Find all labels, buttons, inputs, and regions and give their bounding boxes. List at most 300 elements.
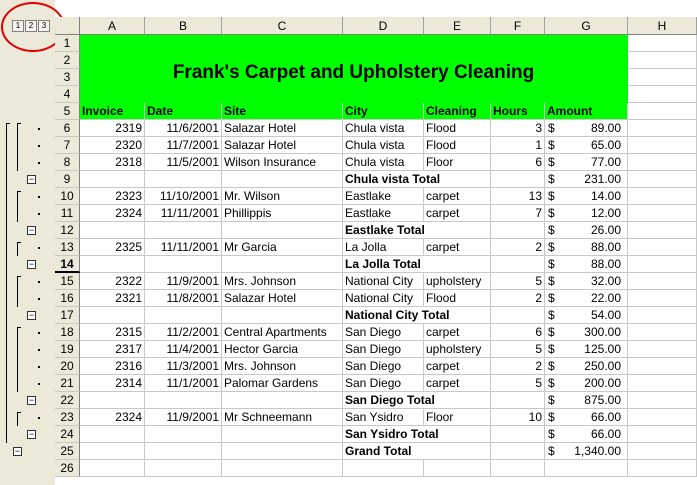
cell-e20[interactable]: carpet: [424, 358, 491, 375]
cell-c8[interactable]: Wilson Insurance: [222, 154, 343, 171]
cell-f24[interactable]: [491, 426, 545, 443]
amount-value: 125.00: [584, 342, 621, 356]
cell-h18[interactable]: [628, 324, 697, 341]
outline-bracket-line: [17, 412, 18, 426]
column-header-c[interactable]: C: [222, 17, 343, 35]
cell-f11[interactable]: 7: [491, 205, 545, 222]
cell-g8[interactable]: [545, 154, 628, 171]
outline-bracket-line: [17, 242, 18, 256]
cell-h8[interactable]: [628, 154, 697, 171]
cell-g21[interactable]: [545, 375, 628, 392]
cell-d24[interactable]: San Ysidro Total: [345, 427, 439, 441]
cell-f9[interactable]: [491, 171, 545, 188]
outline-detail-dot: [38, 383, 40, 385]
cell-h3[interactable]: [628, 69, 697, 86]
cell-b26[interactable]: [145, 460, 222, 477]
cell-c14[interactable]: [222, 256, 343, 273]
row-header[interactable]: 8: [55, 154, 80, 171]
cell-g6[interactable]: [545, 120, 628, 137]
row-header[interactable]: 17: [55, 307, 80, 324]
cell-a4[interactable]: [80, 86, 145, 103]
outline-level-1-button[interactable]: 1: [12, 20, 24, 32]
cell-g25[interactable]: [545, 443, 628, 460]
cell-c21[interactable]: Palomar Gardens: [222, 375, 343, 392]
collapse-group-button[interactable]: −: [28, 429, 35, 439]
cell-g14[interactable]: [545, 256, 628, 273]
cell-f23[interactable]: 10: [491, 409, 545, 426]
cell-a13[interactable]: 2325: [80, 239, 145, 256]
cell-h26[interactable]: [628, 460, 697, 477]
table-row: [80, 307, 697, 324]
table-row: [80, 290, 697, 307]
cell-f15[interactable]: 5: [491, 273, 545, 290]
cell-d20[interactable]: San Diego: [343, 358, 424, 375]
cell-g9[interactable]: [545, 171, 628, 188]
cell-d19[interactable]: San Diego: [343, 341, 424, 358]
cell-f26[interactable]: [491, 460, 545, 477]
outline-detail-dot: [38, 247, 40, 249]
cell-c5[interactable]: Site: [222, 103, 343, 120]
outline-detail-dot: [38, 366, 40, 368]
cell-h4[interactable]: [628, 86, 697, 103]
cell-a18[interactable]: 2315: [80, 324, 145, 341]
sheet-title: Frank's Carpet and Upholstery Cleaning: [80, 35, 627, 86]
cell-b22[interactable]: [145, 392, 222, 409]
cell-b12[interactable]: [145, 222, 222, 239]
cell-d23[interactable]: San Ysidro: [343, 409, 424, 426]
row-header[interactable]: 23: [55, 409, 80, 426]
cell-e17[interactable]: [424, 307, 491, 324]
cell-a6[interactable]: 2319: [80, 120, 145, 137]
cell-e22[interactable]: [424, 392, 491, 409]
cell-h5[interactable]: [628, 103, 697, 120]
cell-d22[interactable]: San Diego Total: [345, 393, 435, 407]
cell-g22[interactable]: [545, 392, 628, 409]
currency-symbol: $: [548, 308, 555, 322]
row-header[interactable]: 2: [55, 52, 80, 69]
cell-b16[interactable]: 11/8/2001: [145, 290, 222, 307]
table-row: [80, 324, 697, 341]
outline-bracket-line: [17, 327, 18, 392]
column-header-d[interactable]: D: [343, 17, 424, 35]
cell-e18[interactable]: carpet: [424, 324, 491, 341]
cell-g16[interactable]: [545, 290, 628, 307]
cell-h9[interactable]: [628, 171, 697, 188]
cell-h12[interactable]: [628, 222, 697, 239]
cell-d18[interactable]: San Diego: [343, 324, 424, 341]
row-header[interactable]: 1: [55, 35, 80, 52]
outline-bracket-cap: [17, 123, 21, 124]
cell-d13[interactable]: La Jolla: [343, 239, 424, 256]
cell-e25[interactable]: [424, 443, 491, 460]
amount-value: 65.00: [590, 138, 621, 152]
table-row: [80, 341, 697, 358]
cell-b24[interactable]: [145, 426, 222, 443]
cell-a10[interactable]: 2323: [80, 188, 145, 205]
cell-d14[interactable]: La Jolla Total: [343, 256, 424, 273]
cell-h23[interactable]: [628, 409, 697, 426]
outline-pane: [0, 0, 55, 485]
cell-e24[interactable]: [424, 426, 491, 443]
row-header[interactable]: 3: [55, 69, 80, 86]
cell-b7[interactable]: 11/7/2001: [145, 137, 222, 154]
cell-a14[interactable]: [80, 256, 145, 273]
collapse-group-button[interactable]: −: [14, 446, 21, 456]
table-row: [80, 137, 697, 154]
cell-d5[interactable]: City: [343, 103, 424, 120]
cell-f13[interactable]: 2: [491, 239, 545, 256]
table-row: [80, 256, 697, 273]
table-row: [80, 426, 697, 443]
cell-e7[interactable]: Flood: [424, 137, 491, 154]
table-row: [80, 273, 697, 290]
row-header[interactable]: 15: [55, 273, 80, 290]
cell-h2[interactable]: [628, 52, 697, 69]
cell-f8[interactable]: 6: [491, 154, 545, 171]
cell-a15[interactable]: 2322: [80, 273, 145, 290]
cell-a23[interactable]: 2324: [80, 409, 145, 426]
cell-h25[interactable]: [628, 443, 697, 460]
collapse-group-button[interactable]: −: [28, 259, 35, 269]
cell-c13[interactable]: Mr Garcia: [222, 239, 343, 256]
cell-f7[interactable]: 1: [491, 137, 545, 154]
cell-b15[interactable]: 11/9/2001: [145, 273, 222, 290]
amount-value: 66.00: [590, 410, 621, 424]
cell-c4[interactable]: [222, 86, 343, 103]
cell-d6[interactable]: Chula vista: [343, 120, 424, 137]
cell-h24[interactable]: [628, 426, 697, 443]
cell-a12[interactable]: [80, 222, 145, 239]
table-row: [80, 120, 697, 137]
cell-a16[interactable]: 2321: [80, 290, 145, 307]
row-header[interactable]: 26: [55, 460, 80, 477]
cell-b20[interactable]: 11/3/2001: [145, 358, 222, 375]
cell-c22[interactable]: [222, 392, 343, 409]
cell-f22[interactable]: [491, 392, 545, 409]
table-row: [80, 171, 697, 188]
cell-e15[interactable]: upholstery: [424, 273, 491, 290]
cell-h10[interactable]: [628, 188, 697, 205]
row-header[interactable]: 24: [55, 426, 80, 443]
outline-detail-dot: [38, 349, 40, 351]
cell-h6[interactable]: [628, 120, 697, 137]
outline-bracket-cap: [17, 242, 21, 243]
amount-value: 14.00: [590, 189, 621, 203]
collapse-group-button[interactable]: −: [28, 310, 35, 320]
row-header[interactable]: 12: [55, 222, 80, 239]
currency-symbol: $: [548, 155, 555, 169]
cell-h1[interactable]: [628, 35, 697, 52]
outline-detail-dot: [38, 298, 40, 300]
cell-f6[interactable]: 3: [491, 120, 545, 137]
cell-e14[interactable]: [424, 256, 491, 273]
cell-f18[interactable]: 6: [491, 324, 545, 341]
cell-a5[interactable]: Invoice: [80, 103, 145, 120]
amount-value: 89.00: [590, 121, 621, 135]
amount-value: 88.00: [590, 257, 621, 271]
row-header[interactable]: 25: [55, 443, 80, 460]
cell-b18[interactable]: 11/2/2001: [145, 324, 222, 341]
column-header-h[interactable]: H: [628, 17, 697, 35]
outline-detail-dot: [38, 128, 40, 130]
cell-a17[interactable]: [80, 307, 145, 324]
outline-level-2-button[interactable]: 2: [25, 20, 37, 32]
cell-e21[interactable]: carpet: [424, 375, 491, 392]
cell-g13[interactable]: [545, 239, 628, 256]
cell-e16[interactable]: Flood: [424, 290, 491, 307]
cell-g18[interactable]: [545, 324, 628, 341]
cell-b6[interactable]: 11/6/2001: [145, 120, 222, 137]
cell-b21[interactable]: 11/1/2001: [145, 375, 222, 392]
cell-e5[interactable]: Cleaning: [424, 103, 491, 120]
amount-value: 22.00: [590, 291, 621, 305]
cell-h7[interactable]: [628, 137, 697, 154]
cell-e8[interactable]: Floor: [424, 154, 491, 171]
table-row: [80, 358, 697, 375]
cell-e12[interactable]: [424, 222, 491, 239]
cell-a8[interactable]: 2318: [80, 154, 145, 171]
cell-a24[interactable]: [80, 426, 145, 443]
amount-value: 1,340.00: [574, 444, 621, 458]
cell-f20[interactable]: 2: [491, 358, 545, 375]
cell-b23[interactable]: 11/9/2001: [145, 409, 222, 426]
cell-c7[interactable]: Salazar Hotel: [222, 137, 343, 154]
currency-symbol: $: [548, 189, 555, 203]
cell-h21[interactable]: [628, 375, 697, 392]
cell-g5[interactable]: Amount: [545, 103, 628, 120]
cell-b11[interactable]: 11/11/2001: [145, 205, 222, 222]
cell-g20[interactable]: [545, 358, 628, 375]
cell-b19[interactable]: 11/4/2001: [145, 341, 222, 358]
cell-c19[interactable]: Hector Garcia: [222, 341, 343, 358]
cell-e19[interactable]: upholstery: [424, 341, 491, 358]
amount-value: 300.00: [584, 325, 621, 339]
row-header[interactable]: 13: [55, 239, 80, 256]
currency-symbol: $: [548, 138, 555, 152]
row-header[interactable]: 7: [55, 137, 80, 154]
currency-symbol: $: [548, 427, 555, 441]
outline-bracket-line: [17, 191, 18, 222]
row-header[interactable]: 18: [55, 324, 80, 341]
cell-e6[interactable]: Flood: [424, 120, 491, 137]
cell-g24[interactable]: [545, 426, 628, 443]
cell-h13[interactable]: [628, 239, 697, 256]
outline-detail-dot: [38, 162, 40, 164]
collapse-group-button[interactable]: −: [28, 174, 35, 184]
cell-g17[interactable]: [545, 307, 628, 324]
column-header-b[interactable]: B: [145, 17, 222, 35]
cell-b10[interactable]: 11/10/2001: [145, 188, 222, 205]
collapse-group-button[interactable]: −: [28, 225, 35, 235]
cell-b17[interactable]: [145, 307, 222, 324]
cell-e9[interactable]: [424, 171, 491, 188]
cell-a19[interactable]: 2317: [80, 341, 145, 358]
row-header[interactable]: 5: [55, 103, 80, 120]
cell-c16[interactable]: Salazar Hotel: [222, 290, 343, 307]
amount-value: 200.00: [584, 376, 621, 390]
currency-symbol: $: [548, 121, 555, 135]
cell-c15[interactable]: Mrs. Johnson: [222, 273, 343, 290]
cell-h15[interactable]: [628, 273, 697, 290]
table-row: [80, 205, 697, 222]
cell-d8[interactable]: Chula vista: [343, 154, 424, 171]
cell-g23[interactable]: [545, 409, 628, 426]
cell-b8[interactable]: 11/5/2001: [145, 154, 222, 171]
cell-a7[interactable]: 2320: [80, 137, 145, 154]
cell-e11[interactable]: carpet: [424, 205, 491, 222]
cell-f10[interactable]: 13: [491, 188, 545, 205]
cell-c24[interactable]: [222, 426, 343, 443]
cell-c10[interactable]: Mr. Wilson: [222, 188, 343, 205]
cell-g12[interactable]: [545, 222, 628, 239]
cell-a11[interactable]: 2324: [80, 205, 145, 222]
amount-value: 66.00: [590, 427, 621, 441]
collapse-group-button[interactable]: −: [28, 395, 35, 405]
row-header[interactable]: 6: [55, 120, 80, 137]
cell-d4[interactable]: [343, 86, 424, 103]
cell-a21[interactable]: 2314: [80, 375, 145, 392]
row-header[interactable]: 9: [55, 171, 80, 188]
cell-c26[interactable]: [222, 460, 343, 477]
cell-b25[interactable]: [145, 443, 222, 460]
row-header[interactable]: 19: [55, 341, 80, 358]
cell-d17[interactable]: National City Total: [345, 308, 450, 322]
cell-g26[interactable]: [545, 460, 628, 477]
cell-e10[interactable]: carpet: [424, 188, 491, 205]
cell-b13[interactable]: 11/11/2001: [145, 239, 222, 256]
cell-f21[interactable]: 5: [491, 375, 545, 392]
cell-a22[interactable]: [80, 392, 145, 409]
cell-c23[interactable]: Mr Schneemann: [222, 409, 343, 426]
outline-detail-dot: [38, 213, 40, 215]
cell-g15[interactable]: [545, 273, 628, 290]
cell-g10[interactable]: [545, 188, 628, 205]
cell-b4[interactable]: [145, 86, 222, 103]
outline-bracket-cap: [6, 123, 10, 124]
cell-d16[interactable]: National City: [343, 290, 424, 307]
cell-c11[interactable]: Phillippis: [222, 205, 343, 222]
cell-h16[interactable]: [628, 290, 697, 307]
cell-h17[interactable]: [628, 307, 697, 324]
outline-bracket-cap: [17, 276, 21, 277]
cell-g11[interactable]: [545, 205, 628, 222]
currency-symbol: $: [548, 257, 555, 271]
outline-bracket-cap: [17, 191, 21, 192]
cell-d25[interactable]: Grand Total: [343, 443, 424, 460]
row-header[interactable]: 4: [55, 86, 80, 103]
cell-f17[interactable]: [491, 307, 545, 324]
column-header-a[interactable]: A: [80, 17, 145, 35]
currency-symbol: $: [548, 342, 555, 356]
row-header[interactable]: 22: [55, 392, 80, 409]
outline-bracket-cap: [17, 412, 21, 413]
cell-c17[interactable]: [222, 307, 343, 324]
cell-d21[interactable]: San Diego: [343, 375, 424, 392]
cell-b14[interactable]: [145, 256, 222, 273]
cell-h14[interactable]: [628, 256, 697, 273]
cell-a9[interactable]: [80, 171, 145, 188]
row-header[interactable]: 21: [55, 375, 80, 392]
currency-symbol: $: [548, 291, 555, 305]
cell-c12[interactable]: [222, 222, 343, 239]
amount-value: 875.00: [584, 393, 621, 407]
cell-a20[interactable]: 2316: [80, 358, 145, 375]
cell-f12[interactable]: [491, 222, 545, 239]
cell-d7[interactable]: Chula vista: [343, 137, 424, 154]
outline-bracket-line: [17, 276, 18, 307]
row-header[interactable]: 20: [55, 358, 80, 375]
cell-h11[interactable]: [628, 205, 697, 222]
cell-c20[interactable]: Mrs. Johnson: [222, 358, 343, 375]
cell-f14[interactable]: [491, 256, 545, 273]
cell-f25[interactable]: [491, 443, 545, 460]
cell-d9[interactable]: Chula vista Total: [345, 172, 441, 186]
table-row: [80, 154, 697, 171]
column-header-f[interactable]: F: [491, 17, 545, 35]
cell-f19[interactable]: 5: [491, 341, 545, 358]
cell-e26[interactable]: [424, 460, 491, 477]
table-row: [80, 443, 697, 460]
cell-e13[interactable]: carpet: [424, 239, 491, 256]
cell-a25[interactable]: [80, 443, 145, 460]
row-header[interactable]: 11: [55, 205, 80, 222]
cell-a26[interactable]: [80, 460, 145, 477]
cell-f16[interactable]: 2: [491, 290, 545, 307]
outline-level-3-button[interactable]: 3: [38, 20, 50, 32]
table-row: [80, 375, 697, 392]
cell-c18[interactable]: Central Apartments: [222, 324, 343, 341]
cell-f5[interactable]: Hours: [491, 103, 545, 120]
row-header[interactable]: 16: [55, 290, 80, 307]
cell-d15[interactable]: National City: [343, 273, 424, 290]
cell-c6[interactable]: Salazar Hotel: [222, 120, 343, 137]
amount-value: 32.00: [590, 274, 621, 288]
row-header[interactable]: 14: [55, 256, 80, 273]
outline-bracket-cap: [17, 327, 21, 328]
cell-e4[interactable]: [424, 86, 491, 103]
cell-d26[interactable]: [343, 460, 424, 477]
select-all-corner[interactable]: [55, 17, 80, 35]
cell-b5[interactable]: Date: [145, 103, 222, 120]
cell-g7[interactable]: [545, 137, 628, 154]
cell-c25[interactable]: [222, 443, 343, 460]
outline-detail-dot: [38, 417, 40, 419]
cell-b9[interactable]: [145, 171, 222, 188]
cell-e23[interactable]: Floor: [424, 409, 491, 426]
cell-d10[interactable]: Eastlake: [343, 188, 424, 205]
cell-d12[interactable]: Eastlake Total: [345, 223, 425, 237]
currency-symbol: $: [548, 393, 555, 407]
amount-value: 12.00: [590, 206, 621, 220]
cell-c9[interactable]: [222, 171, 343, 188]
cell-d11[interactable]: Eastlake: [343, 205, 424, 222]
currency-symbol: $: [548, 206, 555, 220]
cell-f4[interactable]: [491, 86, 545, 103]
column-header-g[interactable]: G: [545, 17, 628, 35]
currency-symbol: $: [548, 240, 555, 254]
cell-h22[interactable]: [628, 392, 697, 409]
outline-bracket-line: [6, 123, 7, 443]
table-row: [80, 188, 697, 205]
cell-h19[interactable]: [628, 341, 697, 358]
cell-g19[interactable]: [545, 341, 628, 358]
column-header-e[interactable]: E: [424, 17, 491, 35]
row-header[interactable]: 10: [55, 188, 80, 205]
cell-h20[interactable]: [628, 358, 697, 375]
cell-g4[interactable]: [545, 86, 628, 103]
outline-detail-dot: [38, 145, 40, 147]
outline-detail-dot: [38, 281, 40, 283]
